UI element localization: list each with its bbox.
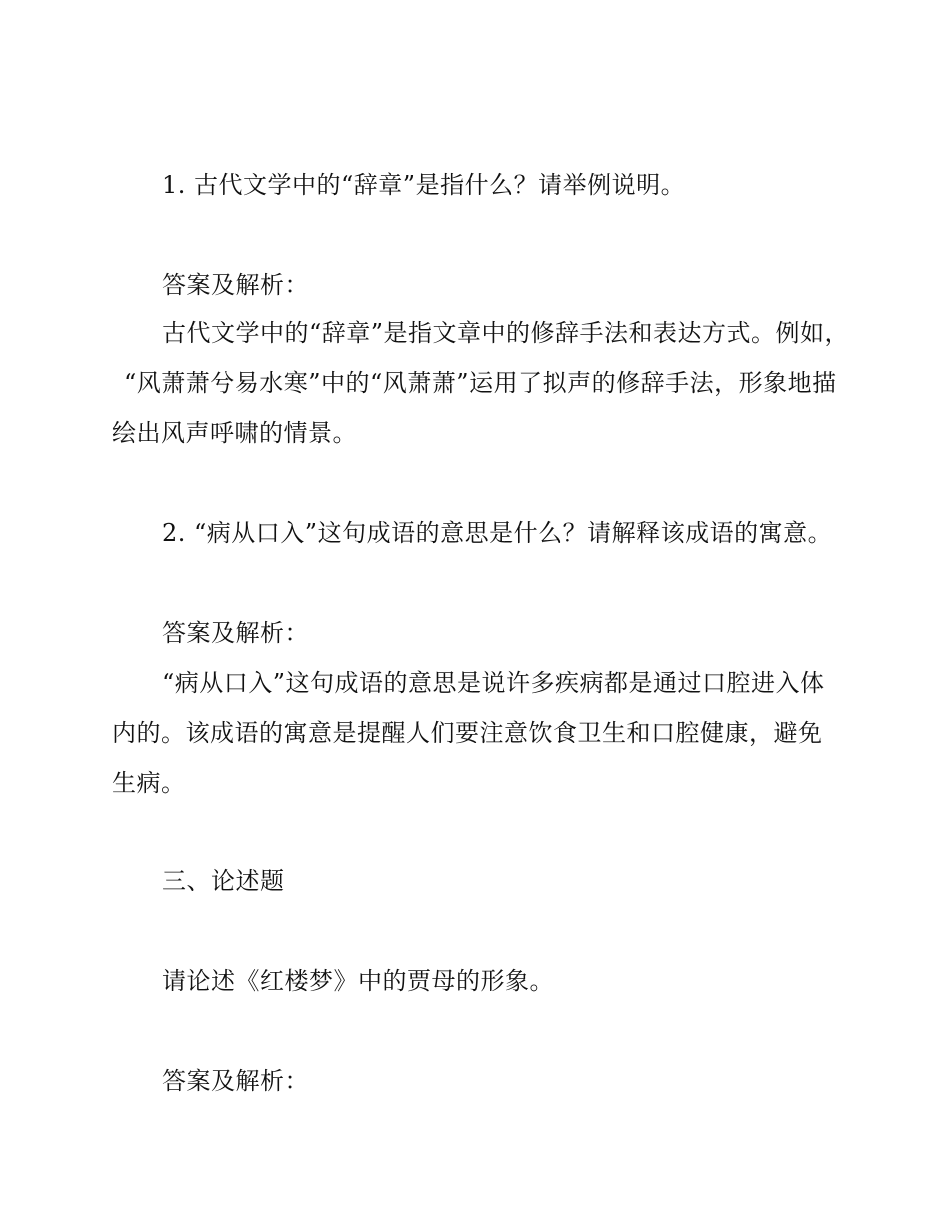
question-1: 1. 古代文学中的“辞章”是指什么？请举例说明。 xyxy=(162,171,686,199)
answer-heading-2: 答案及解析： xyxy=(162,619,309,647)
answer-1-line-2: “风萧萧兮易水寒”中的“风萧萧”运用了拟声的修辞手法，形象地描 xyxy=(124,369,837,397)
answer-1-line-3: 绘出风声呼啸的情景。 xyxy=(112,419,357,447)
question-2: 2. “病从口入”这句成语的意思是什么？请解释该成语的寓意。 xyxy=(162,519,833,547)
answer-heading-3: 答案及解析： xyxy=(162,1067,309,1095)
essay-prompt: 请论述《红楼梦》中的贾母的形象。 xyxy=(162,967,554,995)
answer-2-line-3: 生病。 xyxy=(112,769,186,797)
answer-heading-1: 答案及解析： xyxy=(162,271,309,299)
section-heading: 三、论述题 xyxy=(162,867,285,895)
answer-1-line-1: 古代文学中的“辞章”是指文章中的修辞手法和表达方式。例如， xyxy=(162,319,850,347)
answer-2-line-1: “病从口入”这句成语的意思是说许多疾病都是通过口腔进入体 xyxy=(162,669,825,697)
answer-2-line-2: 内的。该成语的寓意是提醒人们要注意饮食卫生和口腔健康，避免 xyxy=(112,719,823,747)
